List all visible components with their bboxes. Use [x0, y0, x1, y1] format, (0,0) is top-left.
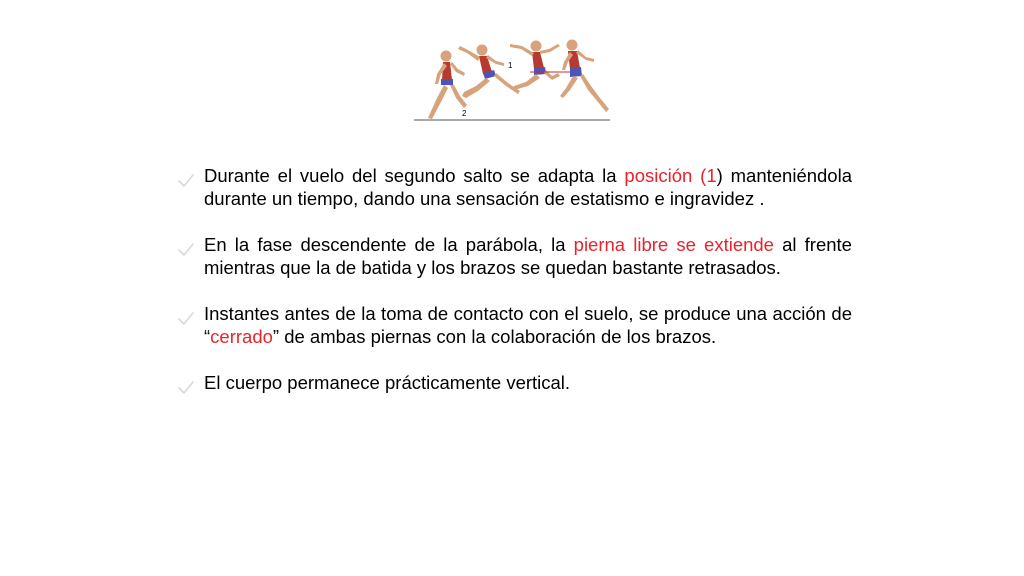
checkmark-icon [178, 239, 194, 253]
athlete-figure-3 [510, 41, 570, 91]
checkmark-icon [178, 377, 194, 391]
text-run: al frente mientras que la de batida y los brazos se quedan bastante retrasados. [204, 234, 852, 278]
bullet-list [176, 164, 852, 394]
bullet-text [204, 372, 570, 393]
figure-label-1: 1 [508, 61, 513, 70]
bullet-item [176, 371, 852, 394]
text-run: El cuerpo permanece prácticamente vertical. [204, 372, 571, 393]
bullet-item [176, 302, 852, 348]
text-run: Instantes antes de la toma de contacto con el suelo, se produce una acción de “ [204, 303, 852, 347]
checkmark-icon [178, 170, 194, 184]
text-run: Durante el vuelo del segundo salto se adapta la [204, 165, 625, 186]
bullet-item [176, 233, 852, 279]
highlighted-text: cerrado [210, 326, 273, 347]
athlete-figures [410, 36, 616, 126]
text-run: En la fase descendente de la parábola, la [204, 234, 574, 255]
athlete-figure-4 [560, 40, 609, 113]
checkmark-icon [178, 308, 194, 322]
bullet-text [204, 303, 852, 347]
bullet-text [204, 165, 852, 209]
text-run: ) manteniéndola durante un tiempo, dando una sensación de estatismo e ingravidez . [204, 165, 852, 209]
highlighted-text: pierna libre se extiende [573, 234, 774, 255]
athlete-figure-2 [458, 45, 520, 99]
bullet-text [204, 234, 852, 278]
text-run: ” de ambas piernas con la colaboración de los brazos. [272, 326, 717, 347]
figure-label-2: 2 [462, 109, 467, 118]
bullet-item [176, 164, 852, 210]
highlighted-text: posición (1 [624, 165, 717, 186]
triple-jump-sequence-illustration [410, 36, 616, 126]
